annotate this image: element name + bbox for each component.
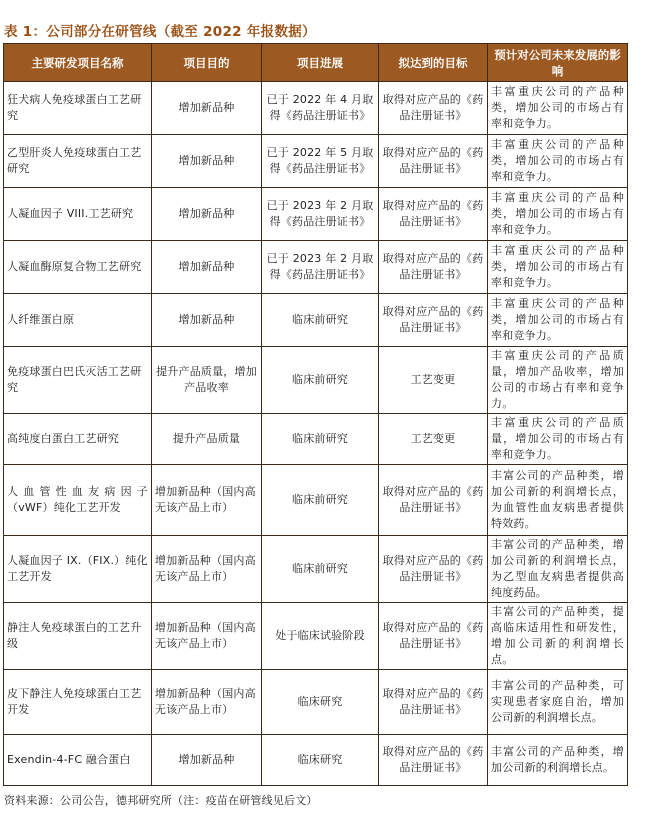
cell-purpose: 增加新品种 (152, 735, 262, 786)
cell-progress: 临床前研究 (262, 536, 379, 603)
cell-purpose: 增加新品种 (152, 241, 262, 294)
cell-progress: 临床前研究 (262, 347, 379, 414)
header-impact: 预计对公司未来发展的影响 (488, 44, 628, 82)
cell-project-name: 高纯度白蛋白工艺研究 (4, 414, 152, 465)
cell-purpose: 增加新品种 (152, 188, 262, 241)
cell-progress: 临床研究 (262, 735, 379, 786)
table-row (4, 82, 628, 135)
cell-goal: 取得对应产品的《药品注册证书》 (379, 82, 488, 135)
cell-goal: 取得对应产品的《药品注册证书》 (379, 294, 488, 347)
cell-progress: 临床前研究 (262, 414, 379, 465)
cell-goal: 工艺变更 (379, 414, 488, 465)
cell-progress: 临床前研究 (262, 294, 379, 347)
cell-project-name: 人纤维蛋白原 (4, 294, 152, 347)
cell-impact: 丰富重庆公司的产品种类，增加公司的市场占有率和竞争力。 (488, 294, 628, 347)
cell-purpose: 增加新品种（国内高无该产品上市） (152, 465, 262, 536)
table-row (4, 347, 628, 414)
table-row (4, 241, 628, 294)
cell-goal: 取得对应产品的《药品注册证书》 (379, 465, 488, 536)
table-row (4, 414, 628, 465)
cell-project-name: 乙型肝炎人免疫球蛋白工艺研究 (4, 135, 152, 188)
table-row (4, 135, 628, 188)
cell-purpose: 增加新品种 (152, 82, 262, 135)
cell-purpose: 增加新品种 (152, 294, 262, 347)
table-header-row (4, 44, 628, 82)
cell-project-name: 静注人免疫球蛋白的工艺升级 (4, 603, 152, 670)
cell-purpose: 增加新品种（国内高无该产品上市） (152, 670, 262, 735)
cell-purpose: 提升产品质量 (152, 414, 262, 465)
cell-progress: 临床研究 (262, 670, 379, 735)
header-project-name: 主要研发项目名称 (4, 44, 152, 82)
cell-impact: 丰富公司的产品种类，增加公司新的利润增长点，为乙型血友病患者提供高纯度药品。 (488, 536, 628, 603)
cell-progress: 处于临床试验阶段 (262, 603, 379, 670)
cell-goal: 工艺变更 (379, 347, 488, 414)
table-row (4, 603, 628, 670)
cell-goal: 取得对应产品的《药品注册证书》 (379, 188, 488, 241)
source-note: 资料来源：公司公告，德邦研究所（注：疫苗在研管线见后文） (4, 794, 318, 807)
cell-impact: 丰富重庆公司的产品种类，增加公司的市场占有率和竞争力。 (488, 241, 628, 294)
cell-project-name: 皮下静注人免疫球蛋白工艺开发 (4, 670, 152, 735)
cell-project-name: 人血管性血友病因子（vWF）纯化工艺开发 (4, 465, 152, 536)
cell-impact: 丰富公司的产品种类，提高临床适用性和研发性，增加公司新的利润增长点。 (488, 603, 628, 670)
table-row (4, 294, 628, 347)
cell-impact: 丰富公司的产品种类，可实现患者家庭自治，增加公司新的利润增长点。 (488, 670, 628, 735)
cell-goal: 取得对应产品的《药品注册证书》 (379, 241, 488, 294)
table-row (4, 735, 628, 786)
table-row (4, 465, 628, 536)
table-title: 表 1：公司部分在研管线（截至 2022 年报数据） (4, 24, 316, 40)
header-goal: 拟达到的目标 (379, 44, 488, 82)
pipeline-table (3, 43, 628, 786)
cell-impact: 丰富公司的产品种类，增加公司新的利润增长点。 (488, 735, 628, 786)
cell-project-name: Exendin-4-FC 融合蛋白 (4, 735, 152, 786)
cell-impact: 丰富重庆公司的产品质量，增加公司的市场占有率和竞争力。 (488, 414, 628, 465)
table-row (4, 188, 628, 241)
cell-goal: 取得对应产品的《药品注册证书》 (379, 670, 488, 735)
cell-purpose: 增加新品种 (152, 135, 262, 188)
cell-progress: 已于 2022 年 5 月取得《药品注册证书》 (262, 135, 379, 188)
cell-progress: 已于 2022 年 4 月取得《药品注册证书》 (262, 82, 379, 135)
cell-goal: 取得对应产品的《药品注册证书》 (379, 735, 488, 786)
table-row (4, 670, 628, 735)
cell-project-name: 人凝血酶原复合物工艺研究 (4, 241, 152, 294)
table-row (4, 536, 628, 603)
cell-goal: 取得对应产品的《药品注册证书》 (379, 135, 488, 188)
header-purpose: 项目目的 (152, 44, 262, 82)
cell-impact: 丰富重庆公司的产品种类，增加公司的市场占有率和竞争力。 (488, 82, 628, 135)
header-progress: 项目进展 (262, 44, 379, 82)
cell-project-name: 人凝血因子 IX.（FIX.）纯化工艺开发 (4, 536, 152, 603)
cell-progress: 已于 2023 年 2 月取得《药品注册证书》 (262, 188, 379, 241)
cell-progress: 临床前研究 (262, 465, 379, 536)
cell-purpose: 增加新品种（国内高无该产品上市） (152, 603, 262, 670)
cell-project-name: 免疫球蛋白巴氏灭活工艺研究 (4, 347, 152, 414)
cell-project-name: 人凝血因子 VIII.工艺研究 (4, 188, 152, 241)
cell-goal: 取得对应产品的《药品注册证书》 (379, 536, 488, 603)
cell-impact: 丰富公司的产品种类，增加公司新的利润增长点，为血管性血友病患者提供特效药。 (488, 465, 628, 536)
cell-impact: 丰富重庆公司的产品质量，增加产品收率，增加公司的市场占有率和竞争力。 (488, 347, 628, 414)
cell-goal: 取得对应产品的《药品注册证书》 (379, 603, 488, 670)
cell-purpose: 提升产品质量，增加产品收率 (152, 347, 262, 414)
cell-project-name: 狂犬病人免疫球蛋白工艺研究 (4, 82, 152, 135)
cell-purpose: 增加新品种（国内高无该产品上市） (152, 536, 262, 603)
cell-impact: 丰富重庆公司的产品种类，增加公司的市场占有率和竞争力。 (488, 188, 628, 241)
cell-impact: 丰富重庆公司的产品种类，增加公司的市场占有率和竞争力。 (488, 135, 628, 188)
cell-progress: 已于 2023 年 2 月取得《药品注册证书》 (262, 241, 379, 294)
